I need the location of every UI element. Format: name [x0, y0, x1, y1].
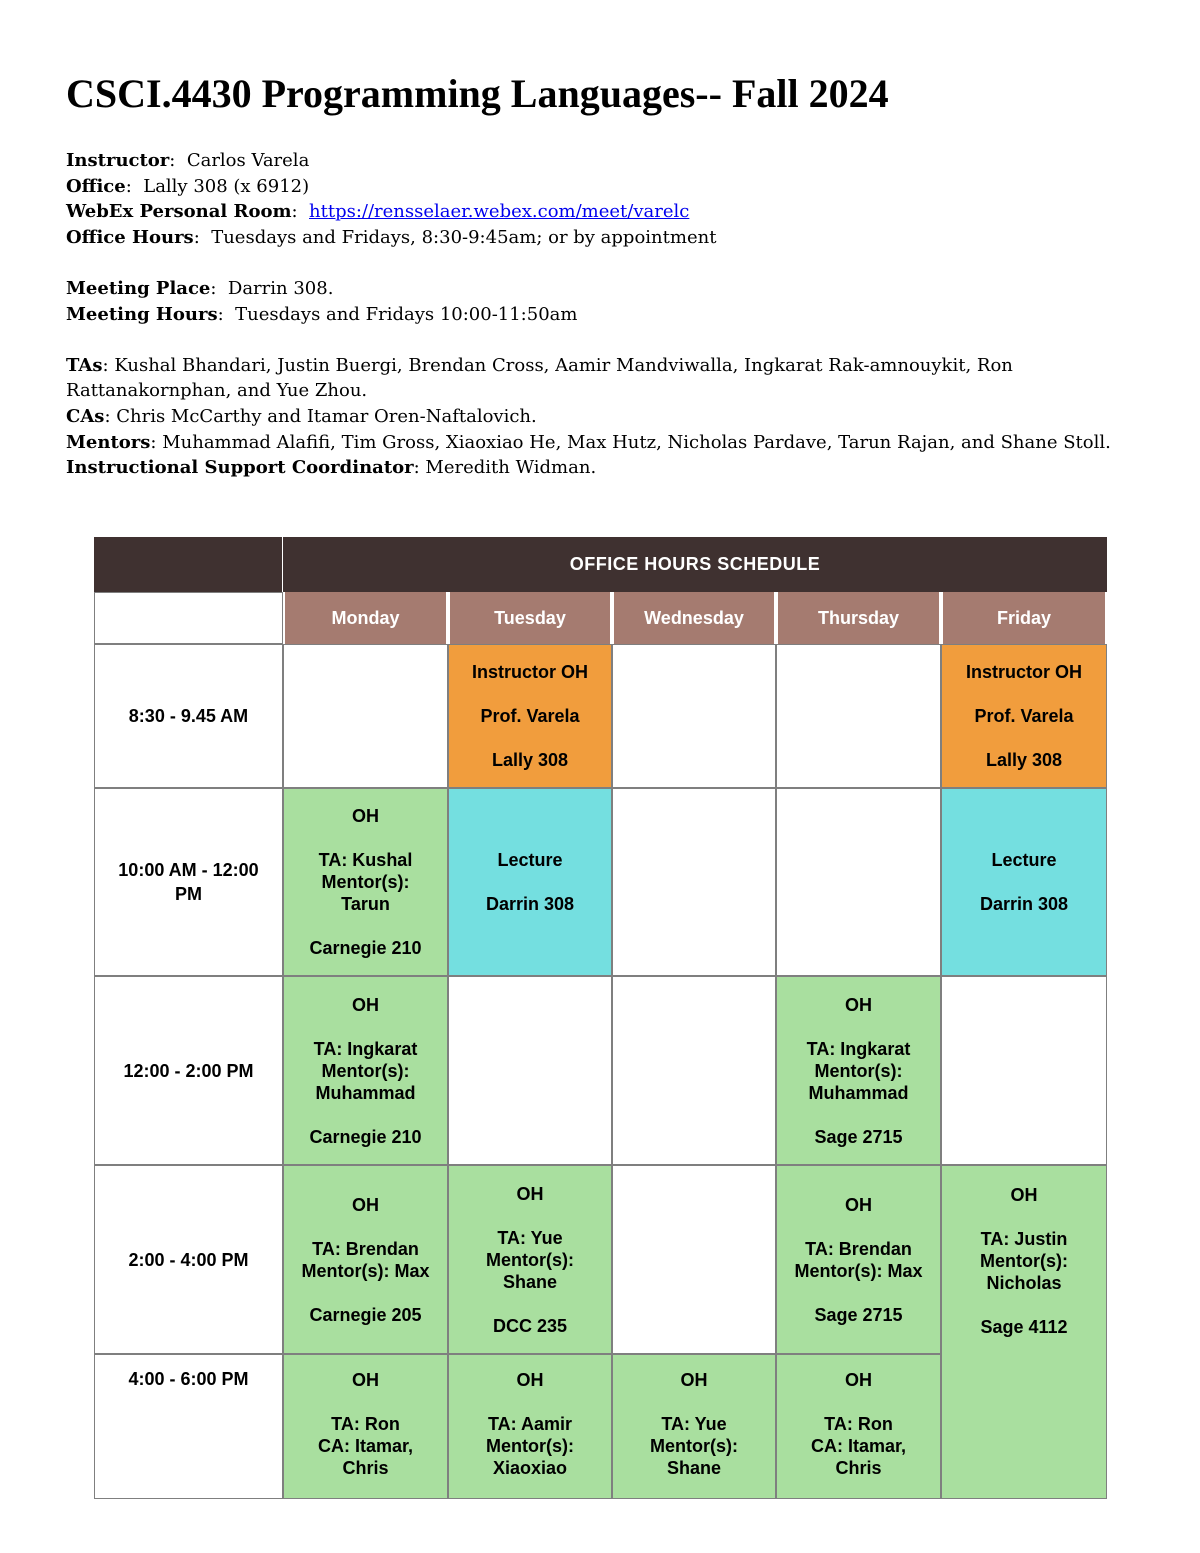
slot-location: Darrin 308 [979, 894, 1069, 914]
meeting-hours-label: Meeting Hours [66, 303, 218, 325]
instructor-line: Instructor: Carlos Varela [66, 150, 310, 171]
slot-people: Prof. Varela [480, 706, 580, 726]
oh-slot [776, 976, 941, 1165]
tas-line: TAs: Kushal Bhandari, Justin Buergi, Brendan Cross, Aamir Mandviwalla, Ingkarat Rak-amnouykit, Ron Rattanakornphan, and Yue Zhou. [66, 354, 1013, 402]
slot-people: TA: Kushal Mentor(s): Tarun [318, 850, 413, 914]
oh-slot [448, 1165, 612, 1354]
slot-location: Sage 4112 [980, 1317, 1068, 1337]
meeting-hours-line: Meeting Hours: Tuesdays and Fridays 10:00-11:50am [66, 303, 578, 325]
time-slot: 8:30 - 9.45 AM [94, 644, 283, 788]
tas-label: TAs [66, 354, 103, 376]
cas-label: CAs [66, 405, 105, 427]
instructor-value: Carlos Varela [186, 150, 310, 171]
time-slot: 4:00 - 6:00 PM [94, 1354, 283, 1499]
slot-title: Lecture [991, 850, 1057, 870]
slot-location: DCC 235 [492, 1315, 568, 1336]
instructor-oh-slot [448, 644, 612, 788]
cas-line: CAs: Chris McCarthy and Itamar Oren-Naftalovich. [66, 405, 537, 427]
oh-slot [283, 976, 448, 1165]
office-value: Lally 308 (x 6912) [143, 175, 310, 197]
isc-label: Instructional Support Coordinator [66, 457, 414, 479]
empty-slot [612, 976, 776, 1165]
slot-people: Prof. Varela [974, 706, 1074, 726]
course-info [66, 148, 1146, 481]
time-slot: 2:00 - 4:00 PM [94, 1165, 283, 1354]
webex-line: WebEx Personal Room: https://rensselaer.webex.com/meet/varelc [66, 201, 690, 223]
slot-title: OH [352, 806, 379, 826]
meeting-hours-value: Tuesdays and Fridays 10:00-11:50am [235, 303, 578, 325]
slot-people: TA: Aamir Mentor(s): Xiaoxiao [486, 1414, 574, 1478]
slot-title: OH [352, 994, 379, 1015]
day-friday: Friday [941, 592, 1107, 644]
slot-people: TA: Justin Mentor(s): Nicholas [980, 1229, 1068, 1293]
slot-location: Carnegie 205 [309, 1304, 422, 1325]
office-hours-label: Office Hours [66, 226, 194, 248]
slot-people: TA: Ron CA: Itamar, Chris [317, 1414, 414, 1478]
empty-slot [776, 644, 941, 788]
oh-slot [941, 1165, 1107, 1499]
slot-title: Instructor OH [965, 662, 1082, 682]
time-slot: 12:00 - 2:00 PM [94, 976, 283, 1165]
mentors-value: Muhammad Alafifi, Tim Gross, Xiaoxiao He, Max Hutz, Nicholas Pardave, Tarun Rajan, and Shane Stoll. [162, 431, 1111, 453]
slot-people: TA: Yue Mentor(s): Shane [486, 1227, 574, 1292]
office-hours-line: Office Hours: Tuesdays and Fridays, 8:30-9:45am; or by appointment [66, 226, 717, 248]
empty-slot [776, 788, 941, 976]
slot-people: TA: Ingkarat Mentor(s): Muhammad [806, 1038, 911, 1103]
slot-title: OH [845, 1370, 872, 1390]
tas-value: Kushal Bhandari, Justin Buergi, Brendan Cross, Aamir Mandviwalla, Ingkarat Rak-amnouykit, Ron Rattanakornphan, and Yue Zhou. [66, 354, 1013, 402]
oh-slot [776, 1354, 941, 1499]
empty-slot [612, 1165, 776, 1354]
office-hours-value: Tuesdays and Fridays, 8:30-9:45am; or by appointment [211, 226, 717, 248]
empty-slot [283, 644, 448, 788]
slot-location: Sage 2715 [814, 1304, 903, 1325]
empty-slot [612, 788, 776, 976]
slot-location: Sage 2715 [814, 1126, 903, 1147]
oh-slot [283, 1354, 448, 1499]
empty-slot [941, 976, 1107, 1165]
slot-title: Lecture [497, 850, 563, 870]
slot-title: OH [516, 1370, 544, 1390]
slot-location: Lally 308 [491, 750, 569, 770]
day-monday: Monday [283, 592, 448, 644]
page-title: CSCI.4430 Programming Languages-- Fall 2024 [66, 71, 889, 116]
slot-title: OH [845, 1194, 872, 1215]
day-tuesday: Tuesday [448, 592, 612, 644]
slot-people: TA: Yue Mentor(s): Shane [650, 1414, 738, 1478]
header-blank [94, 537, 282, 592]
slot-title: OH [845, 994, 872, 1015]
slot-location: Darrin 308 [485, 894, 575, 914]
instructor-oh-slot [941, 644, 1107, 788]
meeting-place-label: Meeting Place [66, 277, 211, 299]
oh-slot [612, 1354, 776, 1499]
webex-label: WebEx Personal Room [66, 201, 292, 223]
oh-slot [283, 1165, 448, 1354]
slot-title: OH [1010, 1185, 1038, 1205]
slot-people: TA: Ron CA: Itamar, Chris [810, 1414, 907, 1478]
office-label: Office [66, 175, 126, 197]
day-wednesday: Wednesday [612, 592, 776, 644]
schedule-header: OFFICE HOURS SCHEDULE [283, 537, 1107, 592]
slot-title: OH [516, 1183, 544, 1204]
slot-title: OH [352, 1194, 379, 1215]
slot-people: TA: Brendan Mentor(s): Max [794, 1238, 923, 1281]
slot-title: OH [680, 1370, 708, 1390]
lecture-slot [941, 788, 1107, 976]
empty-slot [448, 976, 612, 1165]
oh-slot [776, 1165, 941, 1354]
office-line: Office: Lally 308 (x 6912) [66, 175, 310, 197]
isc-line: Instructional Support Coordinator: Meredith Widman. [66, 457, 597, 479]
slot-location: Carnegie 210 [309, 938, 422, 958]
meeting-place-line: Meeting Place: Darrin 308. [66, 277, 334, 299]
slot-people: TA: Ingkarat Mentor(s): Muhammad [313, 1038, 418, 1103]
webex-link[interactable]: https://rensselaer.webex.com/meet/varelc [309, 201, 690, 223]
slot-location: Lally 308 [985, 750, 1063, 770]
office-hours-schedule [94, 537, 1107, 1499]
cas-value: Chris McCarthy and Itamar Oren-Naftalovich. [116, 405, 537, 427]
mentors-label: Mentors [66, 431, 151, 453]
time-slot: 10:00 AM - 12:00 PM [94, 788, 283, 976]
lecture-slot [448, 788, 612, 976]
isc-value: Meredith Widman. [425, 457, 597, 479]
empty-slot [612, 644, 776, 788]
day-row-blank [94, 592, 283, 644]
slot-title: Instructor OH [471, 662, 588, 682]
slot-people: TA: Brendan Mentor(s): Max [301, 1238, 430, 1281]
meeting-place-value: Darrin 308. [227, 277, 334, 299]
slot-title: OH [352, 1370, 379, 1390]
instructor-label: Instructor [66, 150, 170, 171]
oh-slot [283, 788, 448, 976]
slot-location: Carnegie 210 [309, 1126, 422, 1147]
oh-slot [448, 1354, 612, 1499]
day-thursday: Thursday [776, 592, 941, 644]
mentors-line: Mentors: Muhammad Alafifi, Tim Gross, Xiaoxiao He, Max Hutz, Nicholas Pardave, Tarun Rajan, and Shane Stoll. [66, 431, 1111, 453]
